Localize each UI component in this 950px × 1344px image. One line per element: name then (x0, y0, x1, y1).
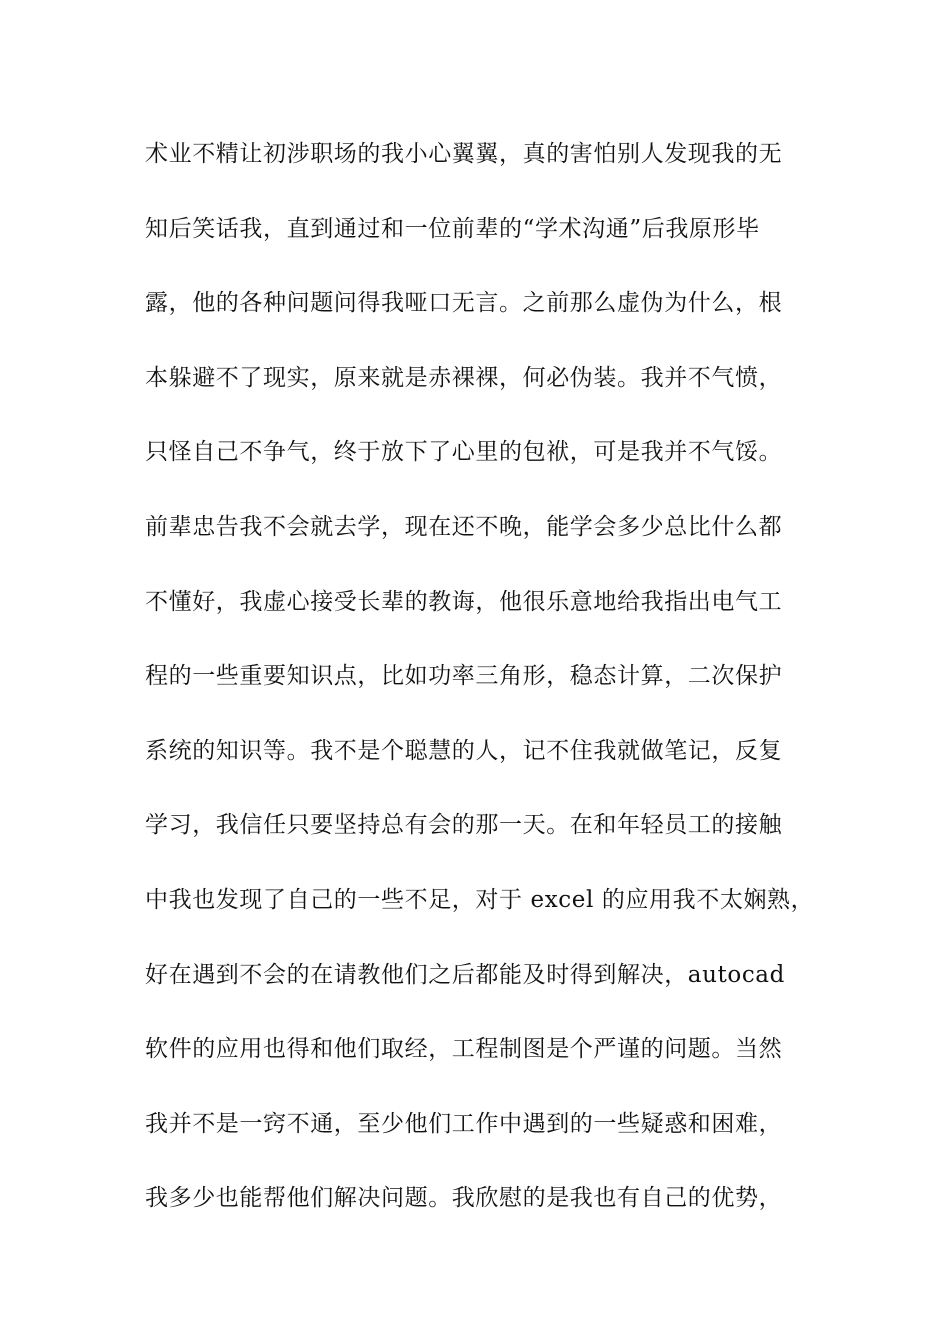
text-line: 我并不是一窍不通，至少他们工作中遇到的一些疑惑和困难， (145, 1110, 783, 1137)
text-line: 系统的知识等。我不是个聪慧的人，记不住我就做笔记，反复 (145, 737, 783, 764)
text-line: 程的一些重要知识点，比如功率三角形，稳态计算，二次保护 (145, 663, 783, 690)
text-line: 术业不精让初涉职场的我小心翼翼，真的害怕别人发现我的无 (145, 141, 783, 167)
text-line: 我多少也能帮他们解决问题。我欣慰的是我也有自己的优势， (145, 1185, 783, 1212)
body-text (145, 134, 825, 1253)
text-line: 好在遇到不会的在请教他们之后都能及时得到解决，autocad (145, 961, 785, 988)
text-line: 本躲避不了现实，原来就是赤裸裸，何必伪装。我并不气愤， (145, 364, 783, 391)
text-line: 软件的应用也得和他们取经，工程制图是个严谨的问题。当然 (145, 1036, 783, 1063)
text-line: 只怪自己不争气，终于放下了心里的包袱，可是我并不气馁。 (145, 439, 783, 466)
text-line: 不懂好，我虚心接受长辈的教诲，他很乐意地给我指出电气工 (145, 588, 783, 615)
text-line: 露，他的各种问题问得我哑口无言。之前那么虚伪为什么，根 (145, 290, 783, 317)
text-line: 中我也发现了自己的一些不足，对于 excel 的应用我不太娴熟， (145, 886, 815, 913)
text-line: 知后笑话我，直到通过和一位前辈的“学术沟通”后我原形毕 (145, 215, 760, 242)
text-line: 前辈忠告我不会就去学，现在还不晚，能学会多少总比什么都 (145, 513, 783, 540)
text-line: 学习，我信任只要坚持总有会的那一天。在和年轻员工的接触 (145, 812, 783, 839)
